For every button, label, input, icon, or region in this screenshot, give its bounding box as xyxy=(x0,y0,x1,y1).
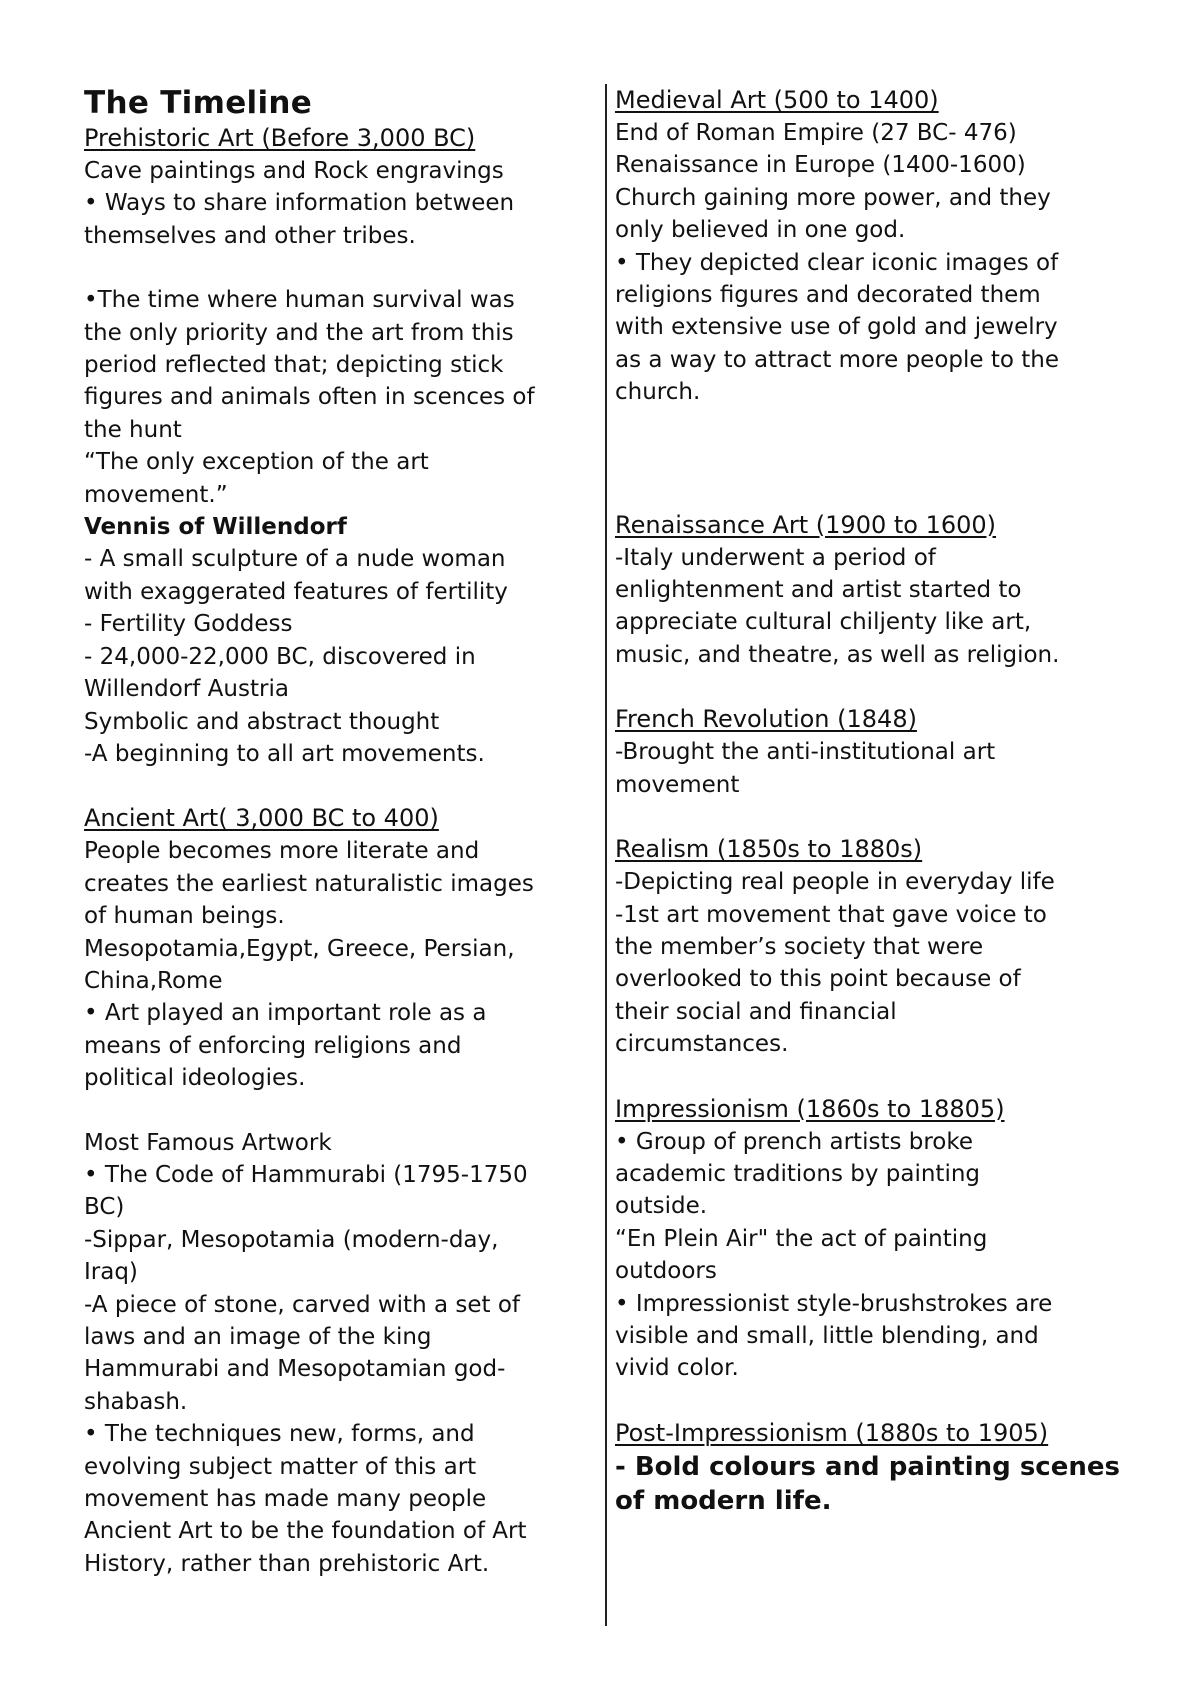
text-line: End of Roman Empire (27 BC- 476) xyxy=(615,120,1017,146)
text-line: of modern life. xyxy=(615,1485,832,1516)
text-line: appreciate cultural chiljenty like art, xyxy=(615,609,1032,636)
french-revolution-heading: French Revolution (1848) xyxy=(615,705,917,734)
text-line: church. xyxy=(615,379,701,406)
text-line: - 24,000-22,000 BC, discovered in xyxy=(84,643,476,670)
ancient-heading: Ancient Art( 3,000 BC to 400) xyxy=(84,804,439,833)
text-line: religions figures and decorated them xyxy=(615,282,1041,309)
text-line: of human beings. xyxy=(84,903,285,930)
right-column xyxy=(615,84,1135,1518)
text-line: • The techniques new, forms, and xyxy=(84,1421,475,1448)
medieval-heading: Medieval Art (500 to 1400) xyxy=(615,86,939,114)
text-line: -1st art movement that gave voice to xyxy=(615,901,1047,928)
text-line: movement xyxy=(615,771,740,798)
text-line: outdoors xyxy=(615,1258,717,1285)
text-line: with extensive use of gold and jewelry xyxy=(615,314,1058,341)
text-line: only believed in one god. xyxy=(615,217,906,244)
text-line: Symbolic and abstract thought xyxy=(84,708,440,735)
text-line: History, rather than prehistoric Art. xyxy=(84,1550,490,1577)
text-line: Iraq) xyxy=(84,1259,138,1286)
prehistoric-heading: Prehistoric Art (Before 3,000 BC) xyxy=(84,124,476,152)
text-line: circumstances. xyxy=(615,1031,789,1058)
text-line: themselves and other tribes. xyxy=(84,222,416,249)
text-line: Ancient Art to be the foundation of Art xyxy=(84,1518,527,1545)
text-line: visible and small, little blending, and xyxy=(615,1322,1039,1349)
column-divider xyxy=(605,84,607,1626)
text-line: with exaggerated features of fertility xyxy=(84,578,508,605)
text-line: the member’s society that were xyxy=(615,933,984,960)
text-line: •The time where human survival was xyxy=(84,287,515,314)
text-line: “The only exception of the art xyxy=(84,449,429,476)
impressionism-heading: Impressionism (1860s to 18805) xyxy=(615,1094,1005,1123)
text-line: BC) xyxy=(84,1194,125,1221)
text-line: -A beginning to all art movements. xyxy=(84,740,485,767)
text-line: China,Rome xyxy=(84,967,223,994)
text-line: overlooked to this point because of xyxy=(615,966,1021,993)
text-line: evolving subject matter of this art xyxy=(84,1453,477,1480)
text-line: Hammurabi and Mesopotamian god- xyxy=(84,1356,506,1383)
text-line: • They depicted clear iconic images of xyxy=(615,249,1059,276)
venus-heading: Vennis of Willendorf xyxy=(84,514,347,541)
text-line: the hunt xyxy=(84,416,182,443)
text-line: • Group of prench artists broke xyxy=(615,1128,974,1155)
text-line: -Italy underwent a period of xyxy=(615,544,936,571)
text-line: Cave paintings and Rock engravings xyxy=(84,158,504,184)
post-impressionism-heading: Post-Impressionism (1880s to 1905) xyxy=(615,1418,1049,1447)
realism-heading: Realism (1850s to 1880s) xyxy=(615,835,923,864)
text-line: academic traditions by painting xyxy=(615,1160,981,1187)
text-line: Renaissance in Europe (1400-1600) xyxy=(615,152,1026,179)
text-line: figures and animals often in scences of xyxy=(84,384,535,411)
text-line: period reflected that; depicting stick xyxy=(84,352,504,379)
document-title: The Timeline xyxy=(84,85,313,121)
text-line: outside. xyxy=(615,1193,708,1220)
text-line: Most Famous Artwork xyxy=(84,1129,332,1156)
text-line: music, and theatre, as well as religion. xyxy=(615,641,1060,668)
text-line: movement has made many people xyxy=(84,1486,487,1513)
text-line: • The Code of Hammurabi (1795-1750 xyxy=(84,1161,528,1188)
text-line: - Fertility Goddess xyxy=(84,611,293,638)
text-line: movement.” xyxy=(84,481,228,508)
text-line: • Ways to share information between xyxy=(84,190,515,217)
text-line: as a way to attract more people to the xyxy=(615,346,1059,373)
text-line: laws and an image of the king xyxy=(84,1324,432,1350)
text-line: creates the earliest naturalistic images xyxy=(84,870,534,897)
text-line: enlightenment and artist started to xyxy=(615,577,1022,604)
text-line: People becomes more literate and xyxy=(84,838,480,865)
text-line: - A small sculpture of a nude woman xyxy=(84,546,506,573)
text-line: Mesopotamia,Egypt, Greece, Persian, xyxy=(84,935,515,962)
text-line: - Bold colours and painting scenes xyxy=(615,1451,1120,1482)
text-line: shabash. xyxy=(84,1388,188,1415)
renaissance-heading: Renaissance Art (1900 to 1600) xyxy=(615,510,997,539)
text-line: -A piece of stone, carved with a set of xyxy=(84,1291,521,1318)
left-column xyxy=(84,84,594,1580)
text-line: their social and financial xyxy=(615,998,897,1025)
text-line: -Sippar, Mesopotamia (modern-day, xyxy=(84,1226,499,1253)
text-line: Church gaining more power, and they xyxy=(615,184,1051,211)
text-line: political ideologies. xyxy=(84,1065,306,1092)
text-line: vivid color. xyxy=(615,1355,739,1382)
text-line: the only priority and the art from this xyxy=(84,319,514,346)
text-line: -Depicting real people in everyday life xyxy=(615,869,1055,896)
text-line: means of enforcing religions and xyxy=(84,1032,462,1059)
text-line: -Brought the anti-institutional art xyxy=(615,739,996,766)
text-line: Willendorf Austria xyxy=(84,676,289,703)
text-line: • Impressionist style-brushstrokes are xyxy=(615,1290,1053,1317)
text-line: • Art played an important role as a xyxy=(84,1000,487,1027)
text-line: “En Plein Air" the act of painting xyxy=(615,1225,988,1252)
